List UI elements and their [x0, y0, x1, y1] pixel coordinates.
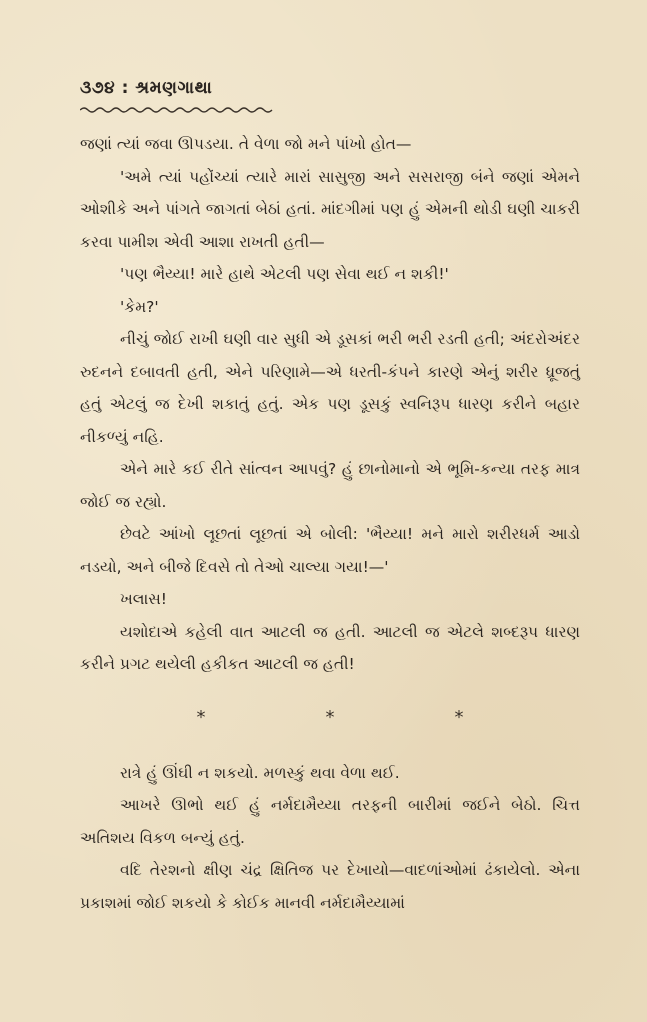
- paragraph: જણાં ત્યાં જવા ઊપડયા. તે વેળા જો મને પાંખો હોત—: [80, 135, 412, 153]
- paragraph: નીચું જોઈ રાખી ઘણી વાર સુધી એ ડૂસકાં ભરી ભરી રડતી હતી; અંદરોઅંદર રુદનને દબાવતી હતી, એને પરિણામે—એ ધરતી-કંપને કારણે એનું શરીર ધ્રૂજતું હતું એટલું જ દેખી શકાતું હતું. એક પણ ડૂસકું સ્વનિરૂપ ધારણ કરીને બહાર નીકળ્યું નહિ.: [80, 330, 580, 446]
- paragraph: છેવટે આંખો લૂછતાં લૂછતાં એ બોલી: 'ભૈય્યા! મને મારો શરીરધર્મ આડો નડયો, અને બીજે દિવસે તો તેઓ ચાલ્યા ગયા!—': [80, 525, 580, 576]
- page-header: ૩૭૪ : શ્રમણગાથા: [80, 78, 213, 98]
- separator-star: *: [196, 706, 206, 728]
- separator-star: *: [454, 706, 464, 728]
- paragraph: ખલાસ!: [120, 590, 168, 608]
- header-wavy-underline: [80, 106, 275, 114]
- paragraph: એને મારે કઈ રીતે સાંત્વન આપવું? હું છાનોમાનો એ ભૂમિ-કન્યા તરફ માત્ર જોઈ જ રહ્યો.: [80, 460, 580, 511]
- paragraph: યશોદાએ કહેલી વાત આટલી જ હતી. આટલી જ એટલે શબ્દરૂપ ધારણ કરીને પ્રગટ થયેલી હકીકત આટલી જ હતી!: [80, 622, 580, 673]
- paragraph: 'પણ ભૈય્યા! મારે હાથે એટલી પણ સેવા થઈ ન શકી!': [120, 265, 449, 283]
- paragraph: વદિ તેરશનો ક્ષીણ ચંદ્ર ક્ષિતિજ પર દેખાયો—વાદળાંઓમાં ઢંકાયેલો. એના પ્રકાશમાં જોઈ શકયો કે કોઈક માનવી નર્મદામૈય્યામાં: [80, 861, 580, 912]
- page-body: [80, 128, 580, 919]
- paragraph: રાત્રે હું ઊંઘી ન શકયો. મળસ્કું થવા વેળા થઈ.: [120, 763, 400, 782]
- paragraph: 'અમે ત્યાં પહોંચ્યાં ત્યારે મારાં સાસુજી અને સસરાજી બંને જણાં એમને ઓશીકે અને પાંગતે જાગતાં બેઠાં હતાં. માંદગીમાં પણ હું એમની થોડી ઘણી ચાકરી કરવા પામીશ એવી આશા રાખતી હતી—: [80, 167, 580, 251]
- separator-star: *: [325, 706, 335, 728]
- paragraph: આખરે ઊભો થઈ હું નર્મદામૈય્યા તરફની બારીમાં જઈને બેઠો. ચિત્ત અતિશય વિકળ બન્યું હતું.: [80, 796, 580, 847]
- section-separator: [80, 703, 580, 733]
- paragraph: 'કેમ?': [120, 297, 159, 316]
